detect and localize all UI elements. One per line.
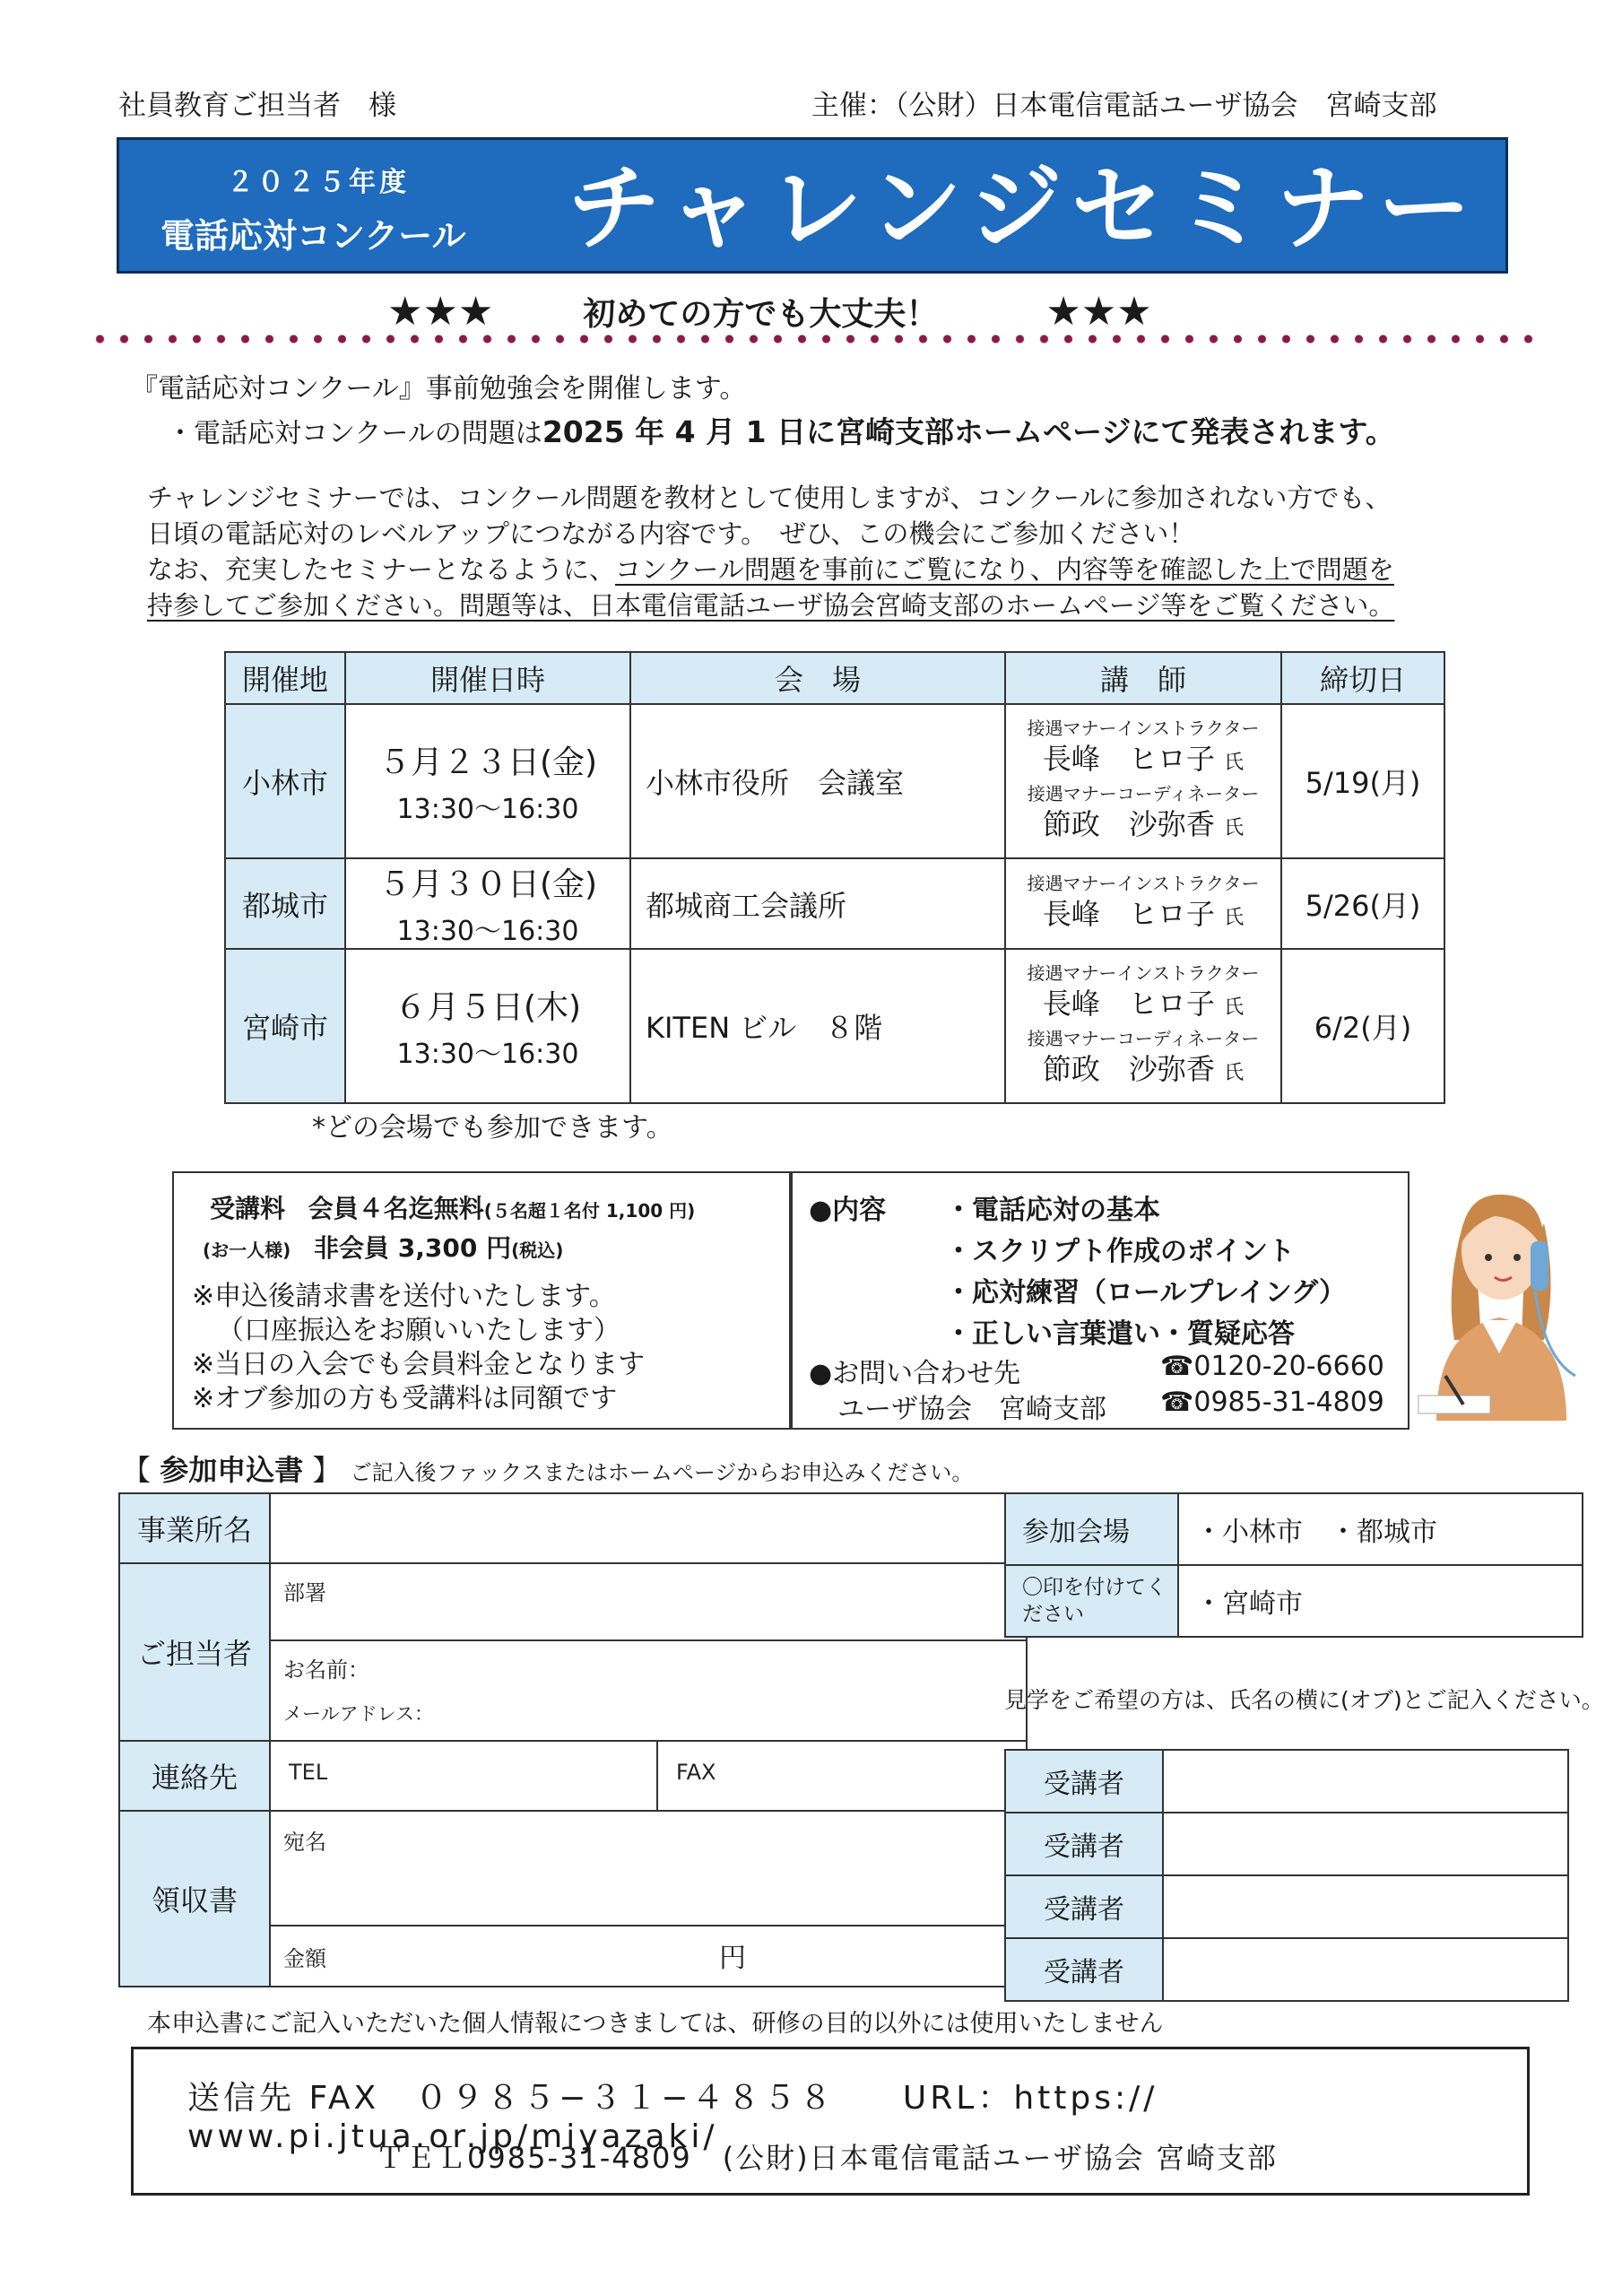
fax-field[interactable] [657,1741,1027,1811]
company-label: 事業所名 [119,1493,270,1563]
deadline-cell: 5/19(月) [1281,704,1444,858]
instructor-cell [1005,949,1281,1103]
header-deadline: 締切日 [1281,652,1444,704]
attendee-table [1004,1749,1569,2002]
fee-nonmember-line [203,1229,563,1265]
instructor-title: 接遇マナーコーディネーター [1027,1028,1260,1049]
para-line4a: 持参してご参加ください。 [147,590,460,621]
contents-item: ・応対練習（ロールプレイング） [945,1277,1346,1309]
instructor-suffix: 氏 [1224,1062,1245,1084]
company-field[interactable] [270,1493,1027,1563]
table-row [225,949,1444,1103]
attendee-row [1005,1875,1568,1938]
addressee: 社員教育ご担当者 様 [118,90,396,122]
fee-nonmember: 非会員 3,300 円 [314,1233,512,1263]
fee-note: （口座振込をお願いいたします） [217,1315,620,1346]
time: 13:30〜16:30 [396,1038,579,1070]
instructor-cell [1005,858,1281,949]
footer-url-label: URL： [902,2080,1014,2117]
intro-line2-prefix: ・電話応対コンクールの問題は [167,418,542,449]
fax-label: FAX [676,1760,716,1785]
application-heading: 参加申込書 [160,1453,304,1487]
venue-cell: 小林市役所 会議室 [630,704,1005,858]
contents-label: ●内容 [809,1195,887,1226]
attendee-field[interactable] [1163,1750,1568,1813]
receipt-label: 領収書 [119,1811,270,1987]
fee-note: ※オブ参加の方も受講料は同額です [192,1383,618,1414]
date-cell [345,704,630,858]
deadline-cell: 6/2(月) [1281,949,1444,1103]
para-line3a: なお、充実したセミナーとなるように、 [147,554,616,585]
free-dial: ☎0120-20-6660 [1160,1351,1384,1382]
venue-select-label: 参加会場 [1005,1493,1178,1565]
schedule-header-row [225,652,1444,704]
venue-option-2[interactable]: ・宮崎市 [1178,1565,1583,1637]
time: 13:30〜16:30 [396,793,579,825]
attendee-row [1005,1813,1568,1875]
attendee-field[interactable] [1163,1938,1568,2001]
instructor-title: 接遇マナーインストラクター [1027,962,1260,984]
title-bracket-close: 】 [312,1453,342,1487]
schedule-note: *どの会場でも参加できます。 [312,1112,673,1144]
email-label: メールアドレス： [283,1703,433,1725]
header-venue: 会 場 [630,652,1005,704]
contents-item: ・スクリプト作成のポイント [945,1236,1295,1267]
para-line3b: コンクール問題を事前にご覧になり、内容等を確認した上で問題を [615,554,1394,585]
instructor-suffix: 氏 [1224,907,1245,929]
city-cell: 宮崎市 [225,949,345,1103]
date: ５月３０日(金) [377,866,598,903]
intro-line2-strong: 2025 年 4 月 1 日に宮崎支部ホームページにて発表されます。 [542,414,1395,449]
amount-field[interactable] [270,1926,1027,1987]
table-row [225,858,1444,949]
fee-box [172,1171,791,1430]
attendee-label: 受講者 [1005,1875,1163,1938]
attendee-row [1005,1938,1568,2001]
instructor-title: 接遇マナーインストラクター [1027,718,1260,739]
instructor-name: 長峰 ヒロ子 [1042,987,1215,1021]
phone-label: 連絡先 [119,1741,270,1811]
application-title [122,1448,973,1489]
date-cell [345,858,630,949]
privacy-note: 本申込書にご記入いただいた個人情報につきましては、研修の目的以外には使用いたしません [147,2010,1164,2038]
intro-line1: 『電話応対コンクール』事前勉強会を開催します。 [131,373,747,404]
instructor-suffix: 氏 [1224,817,1245,839]
venue-cell: 都城商工会議所 [630,858,1005,949]
city-cell: 小林市 [225,704,345,858]
fee-note: ※申込後請求書を送付いたします。 [192,1281,616,1312]
title-bracket-open: 【 [122,1453,152,1487]
tagline [387,289,1152,335]
inquiry-phone: ☎0985-31-4809 [1160,1387,1384,1418]
venue-select-sublabel: 〇印を付けてください [1005,1565,1178,1637]
title-banner [117,137,1508,274]
instructor-title: 接遇マナーコーディネーター [1027,783,1260,804]
instructor-cell [1005,704,1281,858]
venue-option-1[interactable]: ・小林市 ・都城市 [1178,1493,1583,1565]
instructor-name: 節政 沙弥香 [1042,1052,1215,1086]
venue-cell: KITEN ビル ８階 [630,949,1005,1103]
time: 13:30〜16:30 [396,916,579,947]
amount-label: 金額 [283,1946,326,1971]
observer-note: 見学をご希望の方は、氏名の横に(オブ)とご記入ください。 [1004,1687,1604,1713]
dotted-divider [88,335,1533,344]
header-instructor: 講 師 [1005,652,1281,704]
addressee-label: 宛名 [283,1830,326,1855]
receipt-addressee-field[interactable] [270,1811,1027,1926]
fee-per: (お一人様) [203,1239,291,1261]
date: ５月２３日(金) [377,744,598,781]
name-email-field[interactable] [270,1640,1027,1741]
fee-label: 受講料 [210,1194,286,1223]
tel-label: TEL [289,1760,328,1785]
header-city: 開催地 [225,652,345,704]
para-line2: 日頃の電話応対のレベルアップにつながる内容です。 ぜひ、この機会にご参加ください！ [147,518,1195,549]
attendee-row [1005,1750,1568,1813]
operator-illustration [1409,1161,1589,1430]
contents-box [791,1171,1409,1430]
operator-phone-icon [1409,1161,1589,1430]
contents-item: ・正しい言葉遣い・質疑応答 [945,1318,1295,1350]
application-form [118,1492,1028,1987]
table-row [225,704,1444,858]
instructor-title: 接遇マナーインストラクター [1027,873,1260,894]
instructor-name: 長峰 ヒロ子 [1042,897,1215,931]
date-cell [345,949,630,1103]
department-label: 部署 [283,1580,326,1605]
department-field[interactable] [270,1563,1027,1640]
contact-label: ご担当者 [119,1563,270,1741]
para-line1: チャレンジセミナーでは、コンクール問題を教材として使用しますが、コンクールに参加されない方でも、 [147,483,1392,513]
deadline-cell: 5/26(月) [1281,858,1444,949]
inquiry-org: ユーザ協会 宮崎支部 [837,1394,1106,1425]
contents-item: ・電話応対の基本 [945,1195,1160,1226]
para-line4b: 問題等は、日本電信電話ユーザ協会宮崎支部のホームページ等をご覧ください。 [459,590,1395,621]
venue-select [1004,1492,1583,1638]
stars-right: ★★★ [1045,289,1152,335]
footer-tel: ＴＥＬ0985-31-4809 (公財)日本電信電話ユーザ協会 宮崎支部 [376,2141,1278,2175]
name-label: お名前： [283,1657,369,1683]
application-instruction: ご記入後ファックスまたはホームページからお申込みください。 [350,1460,974,1485]
fee-member-line [210,1189,695,1225]
instructor-name: 節政 沙弥香 [1042,807,1215,841]
attendee-label: 受講者 [1005,1813,1163,1875]
fee-member-note: (５名超１名付 1,100 円) [483,1200,696,1222]
fee-member: 会員４名迄無料 [308,1194,484,1223]
banner-subtitle: 電話応対コンクール [160,216,466,256]
inquiry-label: ●お問い合わせ先 [809,1358,1021,1389]
stars-left: ★★★ [387,289,494,335]
instructor-name: 長峰 ヒロ子 [1042,742,1215,776]
attendee-field[interactable] [1163,1813,1568,1875]
banner-year: ２０２５年度 [227,167,410,198]
schedule-table [224,651,1445,1104]
yen-label: 円 [719,1943,746,1974]
instructor-suffix: 氏 [1224,996,1245,1019]
footer-box [131,2047,1530,2196]
banner-title: チャレンジセミナー [568,153,1480,263]
instructor-suffix: 氏 [1224,752,1245,774]
date: ６月５日(木) [394,988,582,1026]
tagline-text: 初めての方でも大丈夫！ [583,296,939,333]
description [147,480,1492,623]
footer-fax: 送信先 FAX ０９８５−３１−４８５８ [187,2080,836,2117]
attendee-field[interactable] [1163,1875,1568,1938]
intro [131,368,1395,456]
fee-note: ※当日の入会でも会員料金となります [192,1349,646,1380]
attendee-label: 受講者 [1005,1750,1163,1813]
tel-field[interactable] [270,1741,657,1811]
attendee-label: 受講者 [1005,1938,1163,2001]
fee-tax: (税込) [511,1239,564,1261]
city-cell: 都城市 [225,858,345,949]
organizer: 主催：（公財）日本電信電話ユーザ協会 宮崎支部 [811,90,1437,122]
header-date: 開催日時 [345,652,630,704]
footer-url[interactable]: https:// www.pi.jtua.or.jp/miyazaki/ [187,2080,1158,2155]
